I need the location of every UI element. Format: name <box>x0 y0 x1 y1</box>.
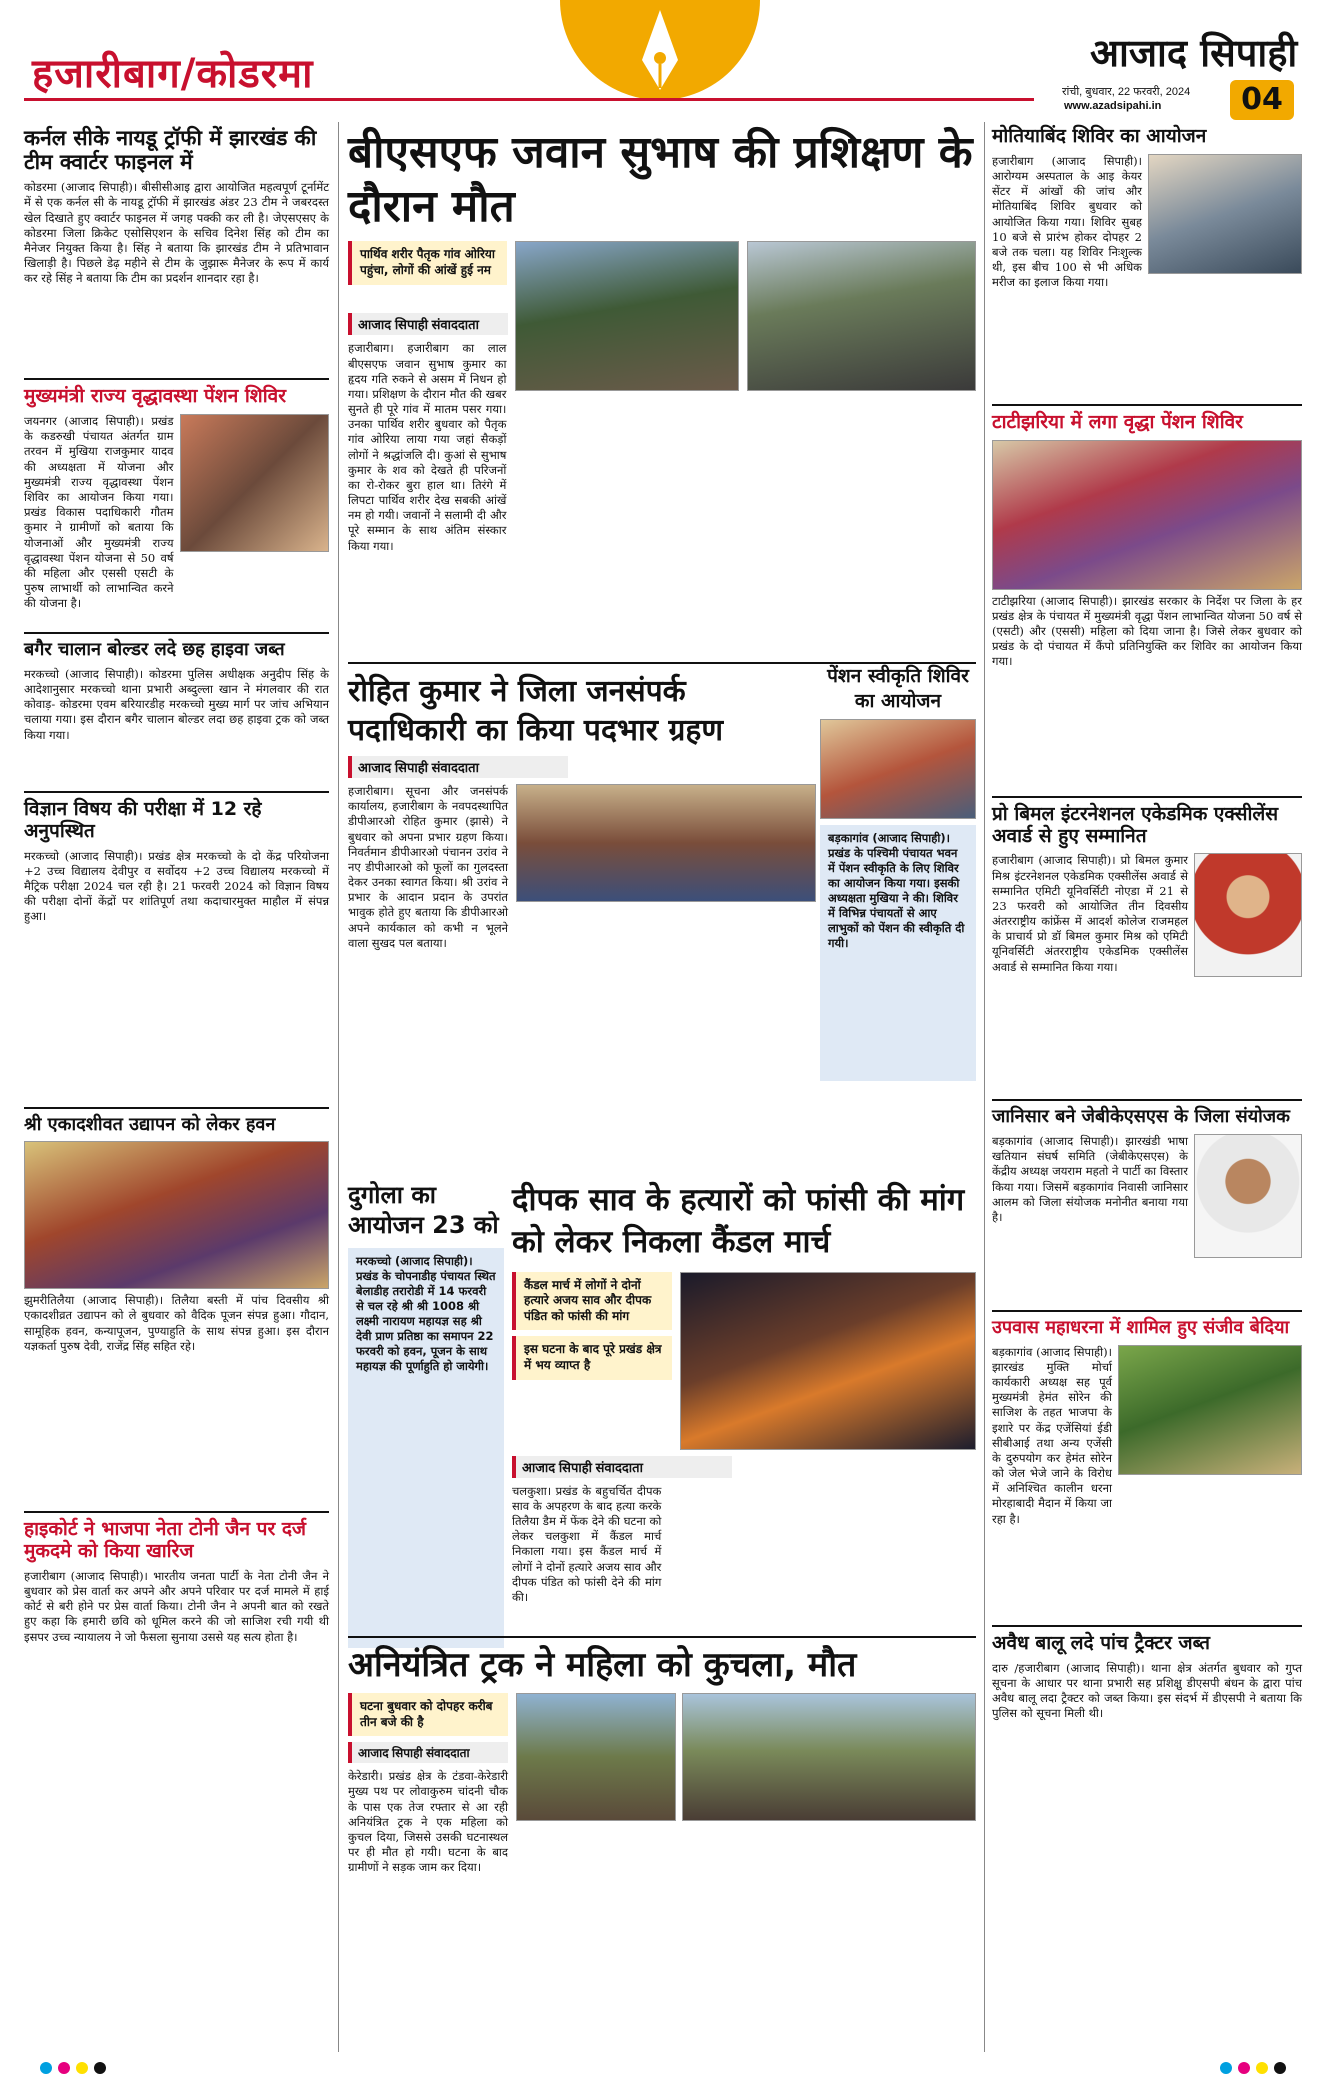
story-byline: आजाद सिपाही संवाददाता <box>512 1456 732 1478</box>
candle-march-photo <box>680 1272 976 1450</box>
accident-photo-1 <box>516 1693 676 1821</box>
story-body: हजारीबाग (आजाद सिपाही)। आरोग्यम अस्पताल के आइ केयर सेंटर में आंखों की जांच और मोतियाबिंद शिविर बुधवार को आयोजित किया गया। शिविर सुबह 10 बजे से प्रारंभ होकर दोपहर 2 बजे तक चला। यह शिविर निःशुल्क थी, इस बीच 100 से भी अधिक मरीज का इलाज किया गया। <box>992 153 1142 290</box>
story-body: बड़कागांव (आजाद सिपाही)। झारखंडी भाषा खतियान संघर्ष समिति (जेबीकेएसएस) के केंद्रीय अध्यक्ष जयराम महतो ने पार्टी का विस्तार किया गया। जिसमें बड़कागांव निवासी जानिसार आलम को जिला संयोजक मनोनीत बनाया गया है। <box>992 1134 1188 1224</box>
paper-name: आजाद सिपाही <box>1090 31 1298 75</box>
eye-camp-photo <box>1148 154 1302 274</box>
story-headline: उपवास महाधरना में शामिल हुए संजीव बेदिया <box>992 1317 1290 1339</box>
pension-camp-photo <box>180 414 330 552</box>
story-body-col2 <box>516 1827 664 2025</box>
story-body: केरेडारी। प्रखंड क्षेत्र के टंडवा-केरेडारी मुख्य पथ पर लोवाकुरुम चांदनी चौक के पास एक तेज रफ्तार से आ रही अनियंत्रित ट्रक ने एक महिला को कुचल दिया, जिससे उसकी घटनास्थल पर ही मौत हो गयी। घटना के बाद ग्रामीणों ने सड़क जाम कर दिया। <box>348 1769 508 1875</box>
story-headline: विज्ञान विषय की परीक्षा में 12 रहे अनुपस्थित <box>24 797 262 842</box>
column-divider <box>338 122 339 2052</box>
story-body: मरकच्चो (आजाद सिपाही)। प्रखंड के चोपनाडीह पंचायत स्थित बेलाडीह तरारोडी में 14 फरवरी से चल रहे श्री श्री 1008 श्री लक्ष्मी नारायण महायज्ञ सह श्री देवी प्राण प्रतिष्ठा का समापन 22 फरवरी को हवन, पूजन के साथ महायज्ञ की पूर्णाहुति हो जायेगी। <box>348 1248 504 1648</box>
accident-photo-2 <box>682 1693 976 1821</box>
story-body: चलकुशा। प्रखंड के बहुचर्चित दीपक साव के अपहरण के बाद हत्या करके तिलैया डैम में फेंक देने की घटना को लेकर चलकुशा में कैंडल मार्च निकाला गया। इस कैंडल मार्च में लोगों ने दोनों हत्यारे अजय साव और दीपक पंडित को फांसी देने की मांग की। <box>512 1483 662 1604</box>
story-headline: अवैध बालू लदे पांच ट्रैक्टर जब्त <box>992 1631 1210 1654</box>
lead-body: हजारीबाग। हजारीबाग का लाल बीएसएफ जवान सुभाष कुमार का हृदय गति रुकने से असम में निधन हो गया। प्रशिक्षण के दौरान मौत की खबर सुनते ही पूरे गांव में मातम पसर गया। उनका पार्थिव शरीर बुधवार को पैतृक गांव ओरिया लाया गया जहां सैकड़ों लोगों ने श्रद्धांजलि दी। कुआं से सुभाष कुमार के शव को देखते ही परिजनों का रो-रोकर बुरा हाल था। तिरंगे में लिपटा पार्थिव शरीर देख सबकी आंखें नम हो गयी। जवानों ने सलामी दी और पूरे सम्मान के साथ अंतिम संस्कार किया गया। <box>348 341 507 553</box>
highlight-quote: घटना बुधवार को दोपहर करीब तीन बजे की है <box>348 1693 508 1736</box>
story-byline: आजाद सिपाही संवाददाता <box>348 756 568 778</box>
story-headline: पेंशन स्वीकृति शिविर का आयोजन <box>827 665 969 712</box>
lead-subhead: पार्थिव शरीर पैतृक गांव ओरिया पहुंचा, लोगों की आंखें हुई नम <box>348 241 507 284</box>
tatijhariya-photo <box>992 440 1302 590</box>
story-body: बड़कागांव (आजाद सिपाही)। प्रखंड के पश्चिमी पंचायत भवन में पेंशन स्वीकृति के लिए शिविर का आयोजन किया गया। इसकी अध्यक्षता मुखिया ने की। शिविर में विभिन्न पंचायतों से आए लाभुकों को पेंशन की स्वीकृति दी गयी। <box>820 825 976 1081</box>
story-body: टाटीझरिया (आजाद सिपाही)। झारखंड सरकार के निर्देश पर जिला के हर प्रखंड क्षेत्र के पंचायत में मुख्यमंत्री वृद्धा पेंशन लाभान्वित योजना 50 वर्ष से (एसटी) और (एससी) महिला को दिया जाना है। जिसे लेकर बुधवार को प्रखंड के दो पंचायत में कैंपो प्रतिनियुक्ति कर शिविर का आयोजन किया गया। <box>992 593 1302 669</box>
story-body: मरकच्चो (आजाद सिपाही)। कोडरमा पुलिस अधीक्षक अनुदीप सिंह के आदेशानुसार मरकच्चो थाना प्रभारी अब्दुल्ला खान ने मंगलवार की रात कोवाड़- कोडरमा एवम बरियारडीह मरकच्चो मुख्य मार्ग पर जांच अभियान चलाया गया। इस दौरान बगैर चालान बोल्डर लदा छह हाइवा ट्रक को जब्त किया गया। <box>24 666 329 742</box>
lead-story <box>348 126 976 589</box>
rohit-photo <box>516 784 816 902</box>
story-headline: श्री एकादशीवत उद्यापन को लेकर हवन <box>24 1113 276 1135</box>
story-headline: मुख्यमंत्री राज्य वृद्धावस्था पेंशन शिविर <box>24 385 286 408</box>
highlight-quote: कैंडल मार्च में लोगों ने दोनों हत्यारे अजय साव और दीपक पंडित को फांसी की मांग <box>512 1272 672 1331</box>
footer-registration-dots <box>1220 2062 1286 2074</box>
pension-photo <box>820 719 976 819</box>
story-headline: टाटीझरिया में लगा वृद्धा पेंशन शिविर <box>992 410 1243 433</box>
column-divider <box>984 122 985 2052</box>
story-body: जयनगर (आजाद सिपाही)। प्रखंड के कडरुखी पंचायत अंतर्गत ग्राम तरवन में मुखिया राजकुमार यादव की अध्यक्षता में योजना और मुख्यमंत्री राज्य वृद्धावस्था पेंशन शिविर का आयोजन किया गया। प्रखंड विकास पदाधिकारी गौतम कुमार ने ग्रामीणों को बताया कि योजनाओं और मुख्यमंत्री राज्य वृद्धावस्था पेंशन योजना से 50 वर्ष की महिला और एससी एसटी के पुरुष लाभार्थी को लाभान्वित करने की योजना है। <box>24 414 174 611</box>
dharna-photo <box>1118 1345 1302 1475</box>
story-body: हजारीबाग (आजाद सिपाही)। भारतीय जनता पार्टी के नेता टोनी जैन ने बुधवार को प्रेस वार्ता कर अपने और अपने परिवार पर दर्ज मामले में हाई कोर्ट से बरी होने पर प्रेस वार्ता किया। टोनी जैन ने अपनी बात को रखते हुए कहा कि हमारी छवि को धूमिल करने की जो साजिश रची गयी थी इसपर उच्च न्यायालय ने जो फैसला सुनाया उससे यह सत्य होता है। <box>24 1568 329 1644</box>
pen-nib-emblem <box>560 0 760 100</box>
story-headline: अनियंत्रित ट्रक ने महिला को कुचला, मौत <box>348 1645 857 1685</box>
story-headline: जानिसार बने जेबीकेएसएस के जिला संयोजक <box>992 1106 1290 1128</box>
website[interactable]: www.azadsipahi.in <box>1064 100 1162 112</box>
story-headline: दुगोला का आयोजन 23 को <box>348 1181 499 1239</box>
masthead <box>0 0 1325 118</box>
story-headline: दीपक साव के हत्यारों को फांसी की मांग को लेकर निकला कैंडल मार्च <box>512 1182 965 1260</box>
story-body-cont <box>992 278 1302 398</box>
lead-photo-2 <box>747 241 976 391</box>
story-body: बड़कागांव (आजाद सिपाही)। झारखंड मुक्ति मोर्चा कार्यकारी अध्यक्ष सह पूर्व मुख्यमंत्री हेमंत सोरेन की साजिश के तहत भाजपा के इशारे पर केंद्र एजेंसियां ईडी सीबीआई तथा अन्य एजेंसी के दुरुपयोग कर हेमंत सोरेन को जेल भेजे जाने के विरोध में अनिश्चित कालीन धरना मोरहाबादी मैदान में किया जा रहा है। <box>992 1344 1112 1526</box>
story-headline: कर्नल सीके नायडू ट्रॉफी में झारखंड की टीम क्वार्टर फाइनल में <box>24 126 317 175</box>
story-body: कोडरमा (आजाद सिपाही)। बीसीसीआइ द्वारा आयोजित महत्वपूर्ण टूर्नामेंट में से एक कर्नल सी के नायडू ट्रॉफी में झारखंड अंडर 23 टीम ने जबरदस्त खेल दिखाते हुए क्वार्टर फाइनल में जगह पक्की कर ली है। जेएसएसए के कोडरमा जिला क्रिकेट एसोसिएशन के सचिव दिनेश सिंह को टीम का मैनेजर नियुक्त किया है। सिंह ने बताया कि झारखंड टीम ने प्रतिभावान खिलाड़ी है। पिछले डेढ़ महीने से टीम के जुझारू मैनेजर के रूप में कार्य कर रहे सिंह ने बताया कि टीम का प्रदर्शन शानदार रहा है। <box>24 180 329 286</box>
lead-body-col4 <box>827 419 976 589</box>
footer-registration-dots <box>40 2062 106 2074</box>
lead-body-col3 <box>671 419 820 589</box>
janisar-portrait <box>1194 1134 1302 1258</box>
story-body: हजारीबाग। सूचना और जनसंपर्क कार्यालय, हजारीबाग के नवपदस्थापित डीपीआरओ रोहित कुमार (झासे) ने बुधवार को अपना प्रभार ग्रहण किया। निवर्तमान डीपीआरओ पंचानन उरांव ने नए डीपीआरओ को फूलों का गुलदस्ता देकर उनका स्वागत किया। श्री उरांव ने प्रभार के आदान प्रदान के उपरांत भावुक होते हुए बताया कि डीपीआरओ अपने कार्यकाल को कभी न भूलने वाला सुखद पल बताया। <box>348 784 508 950</box>
lead-byline: आजाद सिपाही संवाददाता <box>348 313 508 335</box>
section-title: हजारीबाग/कोडरमा <box>32 51 314 97</box>
lead-headline: बीएसएफ जवान सुभाष की प्रशिक्षण के दौरान मौत <box>348 127 973 232</box>
story-headline: हाइकोर्ट ने भाजपा नेता टोनी जैन पर दर्ज मुकदमे को किया खारिज <box>24 1518 307 1563</box>
lead-photo-1 <box>515 241 738 391</box>
story-body: झुमरीतिलैया (आजाद सिपाही)। तिलैया बस्ती में पांच दिवसीय श्री एकादशीव्रत उद्यापन को ले बुधवार को वैदिक पूजन संपन्न हुआ। गौदान, सामूहिक हवन, कन्यापूजन, पुण्याहुति के साथ संपन्न हुआ। इस दौरान यज्ञकर्ता पुरुष देवी, राजेंद्र सिंह सहित रहे। <box>24 1293 329 1353</box>
story-body: हजारीबाग (आजाद सिपाही)। प्रो बिमल कुमार मिश्र इंटरनेशनल एकेडमिक एक्सीलेंस अवार्ड से सम्मानित एमिटी यूनिवर्सिटी नोएडा में 21 से 23 फरवरी को आयोजित तीन दिवसीय अंतरराष्ट्रीय कांफ्रेंस में आदर्श कोलेज राजमहल के प्राचार्य प्रो डॉ बिमल कुमार मिश्र को एमिटी यूनिवर्सिटी अंतरराष्ट्रीय एकेडमिक एक्सीलेंस अवार्ड से सम्मानित किया गया। <box>992 853 1188 974</box>
story-headline: बगैर चालान बोल्डर लदे छह हाइवा जब्त <box>24 639 285 661</box>
masthead-rule <box>24 98 1034 101</box>
story-headline: रोहित कुमार ने जिला जनसंपर्क पदाधिकारी का किया पदभार ग्रहण <box>348 674 724 748</box>
story-headline: प्रो बिमल इंटरनेशनल एकेडमिक एक्सीलेंस अवार्ड से हुए सम्मानित <box>992 802 1279 847</box>
story-body-cont <box>516 908 816 1138</box>
dateline: रांची, बुधवार, 22 फरवरी, 2024 <box>1062 86 1191 98</box>
deepak-story <box>512 1180 976 1666</box>
dugola-story <box>348 1180 504 1648</box>
story-body: दारु /हजारीबाग (आजाद सिपाही)। थाना क्षेत्र अंतर्गत बुधवार को गुप्त सूचना के आधार पर थाना प्रभारी सह प्रशिक्षु डीएसपी बंधन के द्वारा पांच अवैध बालू लदा ट्रैक्टर को जब्त किया। इस संदर्भ में डीएसपी ने बताया कि पुलिस को सूचना मिली थी। <box>992 1660 1302 1721</box>
page-number: 04 <box>1230 80 1294 120</box>
story-body: मरकच्चो (आजाद सिपाही)। प्रखंड क्षेत्र मरकच्चो के दो केंद्र परियोजना +2 उच्च विद्यालय देवीपुर व सर्वोदय +2 उच्च विद्यालय मरकच्चो में मैट्रिक परीक्षा 2024 चल रही है। 21 फरवरी 2024 को विज्ञान विषय की परीक्षा दोनों केंद्रों पर शांतिपूर्ण तथा कदाचारमुक्त माहौल में संपन्न हुआ। <box>24 848 329 924</box>
lead-body-col2 <box>514 419 663 589</box>
story-byline: आजाद सिपाही संवाददाता <box>348 1742 508 1763</box>
story-body-col4 <box>828 1827 976 2025</box>
story-body-col3 <box>672 1827 820 2025</box>
pension-small-story <box>820 664 976 1081</box>
right-column <box>992 126 1302 1771</box>
left-column <box>24 126 329 1801</box>
highlight-quote: इस घटना के बाद पूरे प्रखंड क्षेत्र में भय व्याप्त है <box>512 1336 672 1379</box>
truck-story <box>348 1636 976 2027</box>
havan-photo <box>24 1141 329 1289</box>
story-headline: मोतियाबिंद शिविर का आयोजन <box>992 125 1207 147</box>
prof-bimal-portrait <box>1194 853 1302 977</box>
